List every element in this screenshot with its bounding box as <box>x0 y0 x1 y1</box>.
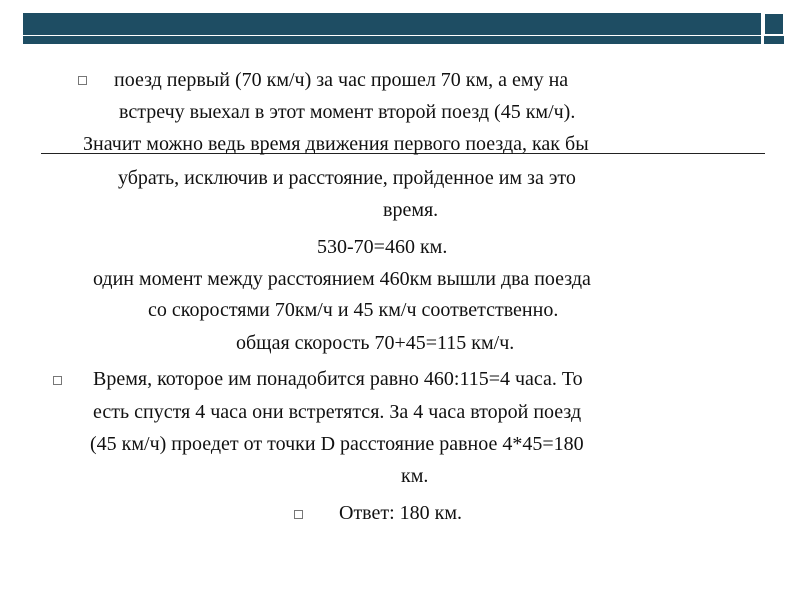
bullet-marker <box>294 510 303 519</box>
text-line: км. <box>401 465 429 487</box>
text-line: есть спустя 4 часа они встретятся. За 4 часа второй поезд <box>93 401 582 423</box>
header-stripe <box>23 36 761 44</box>
text-line: со скоростями 70км/ч и 45 км/ч соответственно. <box>148 299 559 321</box>
text-line: убрать, исключив и расстояние, пройденное им за это <box>118 167 576 189</box>
header-square <box>764 13 784 35</box>
bullet-marker <box>78 76 87 85</box>
text-line: общая скорость 70+45=115 км/ч. <box>236 332 515 354</box>
text-line: 530-70=460 км. <box>317 236 448 258</box>
answer-line: Ответ: 180 км. <box>339 502 463 524</box>
text-line: Время, которое им понадобится равно 460:115=4 часа. То <box>93 368 583 390</box>
text-line: (45 км/ч) проедет от точки D расстояние равное 4*45=180 <box>90 433 584 455</box>
text-line: один момент между расстоянием 460км вышли два поезда <box>93 268 591 290</box>
text-line: встречу выехал в этот момент второй поезд (45 км/ч). <box>119 101 576 123</box>
header-square-lower <box>764 36 784 44</box>
text-line: Значит можно ведь время движения первого поезда, как бы <box>83 133 589 155</box>
header-bar <box>23 13 761 35</box>
text-line: время. <box>383 199 439 221</box>
bullet-marker <box>53 376 62 385</box>
text-line: поезд первый (70 км/ч) за час прошел 70 км, а ему на <box>114 69 569 91</box>
